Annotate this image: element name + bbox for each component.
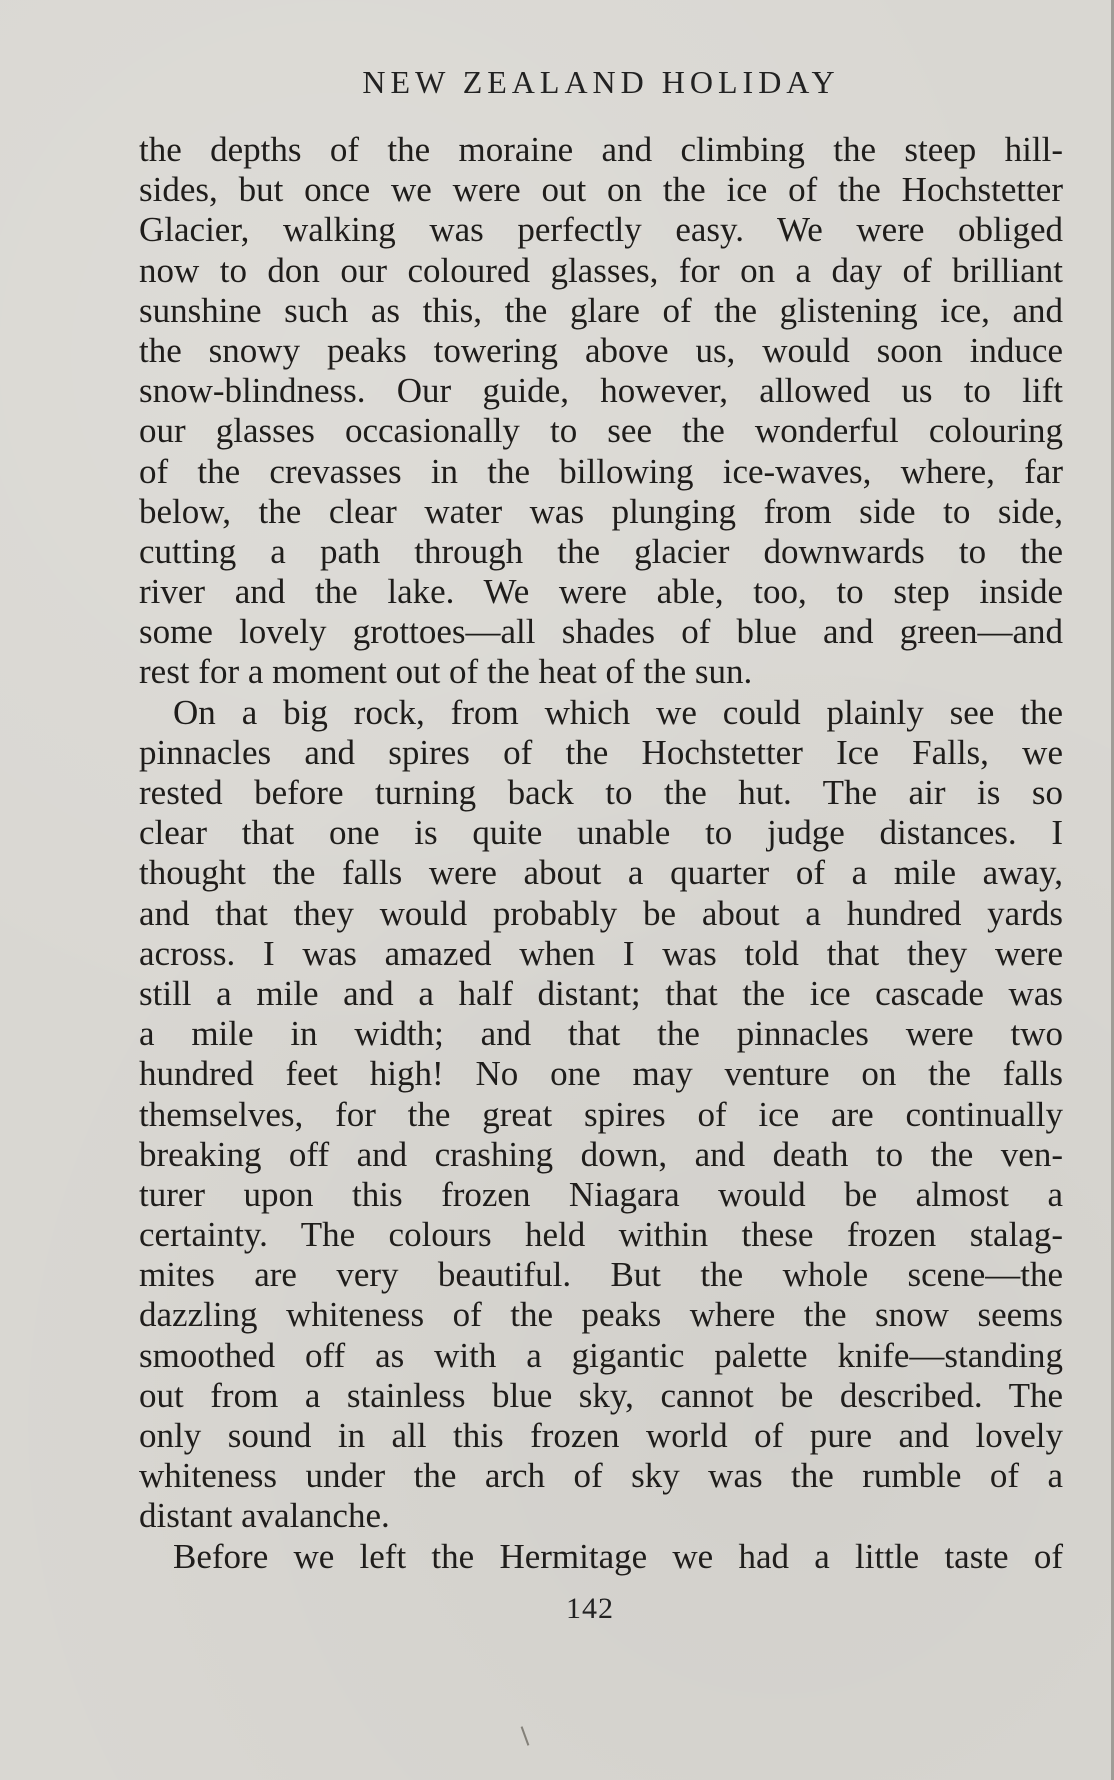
text-line-16: pinnacles and spires of the Hochstetter Ice Falls, we <box>139 732 1063 772</box>
text-line-6: the snowy peaks towering above us, would soon induce <box>139 330 1063 370</box>
text-line-22: still a mile and a half distant; that the ice cascade was <box>139 973 1063 1013</box>
text-line-26: breaking off and crashing down, and death to the ven- <box>139 1134 1063 1174</box>
text-line-15: On a big rock, from which we could plainly see the <box>173 692 1063 732</box>
text-line-36: Before we left the Hermitage we had a little taste of <box>173 1536 1063 1576</box>
text-line-29: mites are very beautiful. But the whole scene—the <box>139 1255 1063 1295</box>
page-number: 142 <box>566 1592 614 1625</box>
text-line-13: some lovely grottoes—all shades of blue and green—and <box>139 612 1063 652</box>
text-line-12: river and the lake. We were able, too, to step inside <box>139 572 1063 612</box>
text-line-11: cutting a path through the glacier downwards to the <box>139 531 1063 571</box>
text-line-17: rested before turning back to the hut. The air is so <box>139 773 1063 812</box>
text-line-8: our glasses occasionally to see the wonderful colouring <box>139 411 1063 451</box>
text-line-10: below, the clear water was plunging from side to side, <box>139 491 1063 531</box>
text-line-32: out from a stainless blue sky, cannot be described. The <box>139 1375 1063 1415</box>
text-line-19: thought the falls were about a quarter of a mile away, <box>139 853 1063 893</box>
running-head: NEW ZEALAND HOLIDAY <box>362 64 840 100</box>
text-line-25: themselves, for the great spires of ice are continually <box>139 1094 1063 1134</box>
body-text <box>139 130 1063 1577</box>
text-line-35: distant avalanche. <box>139 1496 390 1536</box>
text-line-14: rest for a moment out of the heat of the sun. <box>139 652 753 692</box>
text-line-34: whiteness under the arch of sky was the rumble of a <box>139 1456 1063 1496</box>
text-line-1: the depths of the moraine and climbing the steep hill- <box>139 130 1063 169</box>
text-line-23: a mile in width; and that the pinnacles were two <box>139 1014 1063 1054</box>
text-line-18: clear that one is quite unable to judge distances. I <box>139 813 1063 853</box>
text-line-2: sides, but once we were out on the ice of the Hochstetter <box>139 170 1063 210</box>
text-line-3: Glacier, walking was perfectly easy. We were obliged <box>139 210 1063 250</box>
text-line-9: of the crevasses in the billowing ice-waves, where, far <box>139 451 1063 491</box>
text-line-5: sunshine such as this, the glare of the glistening ice, and <box>139 290 1063 330</box>
text-line-30: dazzling whiteness of the peaks where the snow seems <box>139 1295 1063 1335</box>
text-line-24: hundred feet high! No one may venture on the falls <box>139 1054 1063 1094</box>
paper-speck <box>521 1726 530 1745</box>
text-line-31: smoothed off as with a gigantic palette knife—standing <box>139 1335 1063 1375</box>
text-line-33: only sound in all this frozen world of pure and lovely <box>139 1416 1063 1455</box>
text-line-4: now to don our coloured glasses, for on a day of brilliant <box>139 250 1063 290</box>
text-line-27: turer upon this frozen Niagara would be almost a <box>139 1174 1063 1214</box>
text-line-21: across. I was amazed when I was told that they were <box>139 933 1063 973</box>
text-line-28: certainty. The colours held within these frozen stalag- <box>139 1215 1063 1255</box>
text-line-7: snow-blindness. Our guide, however, allowed us to lift <box>139 371 1063 411</box>
text-line-20: and that they would probably be about a hundred yards <box>139 893 1063 933</box>
